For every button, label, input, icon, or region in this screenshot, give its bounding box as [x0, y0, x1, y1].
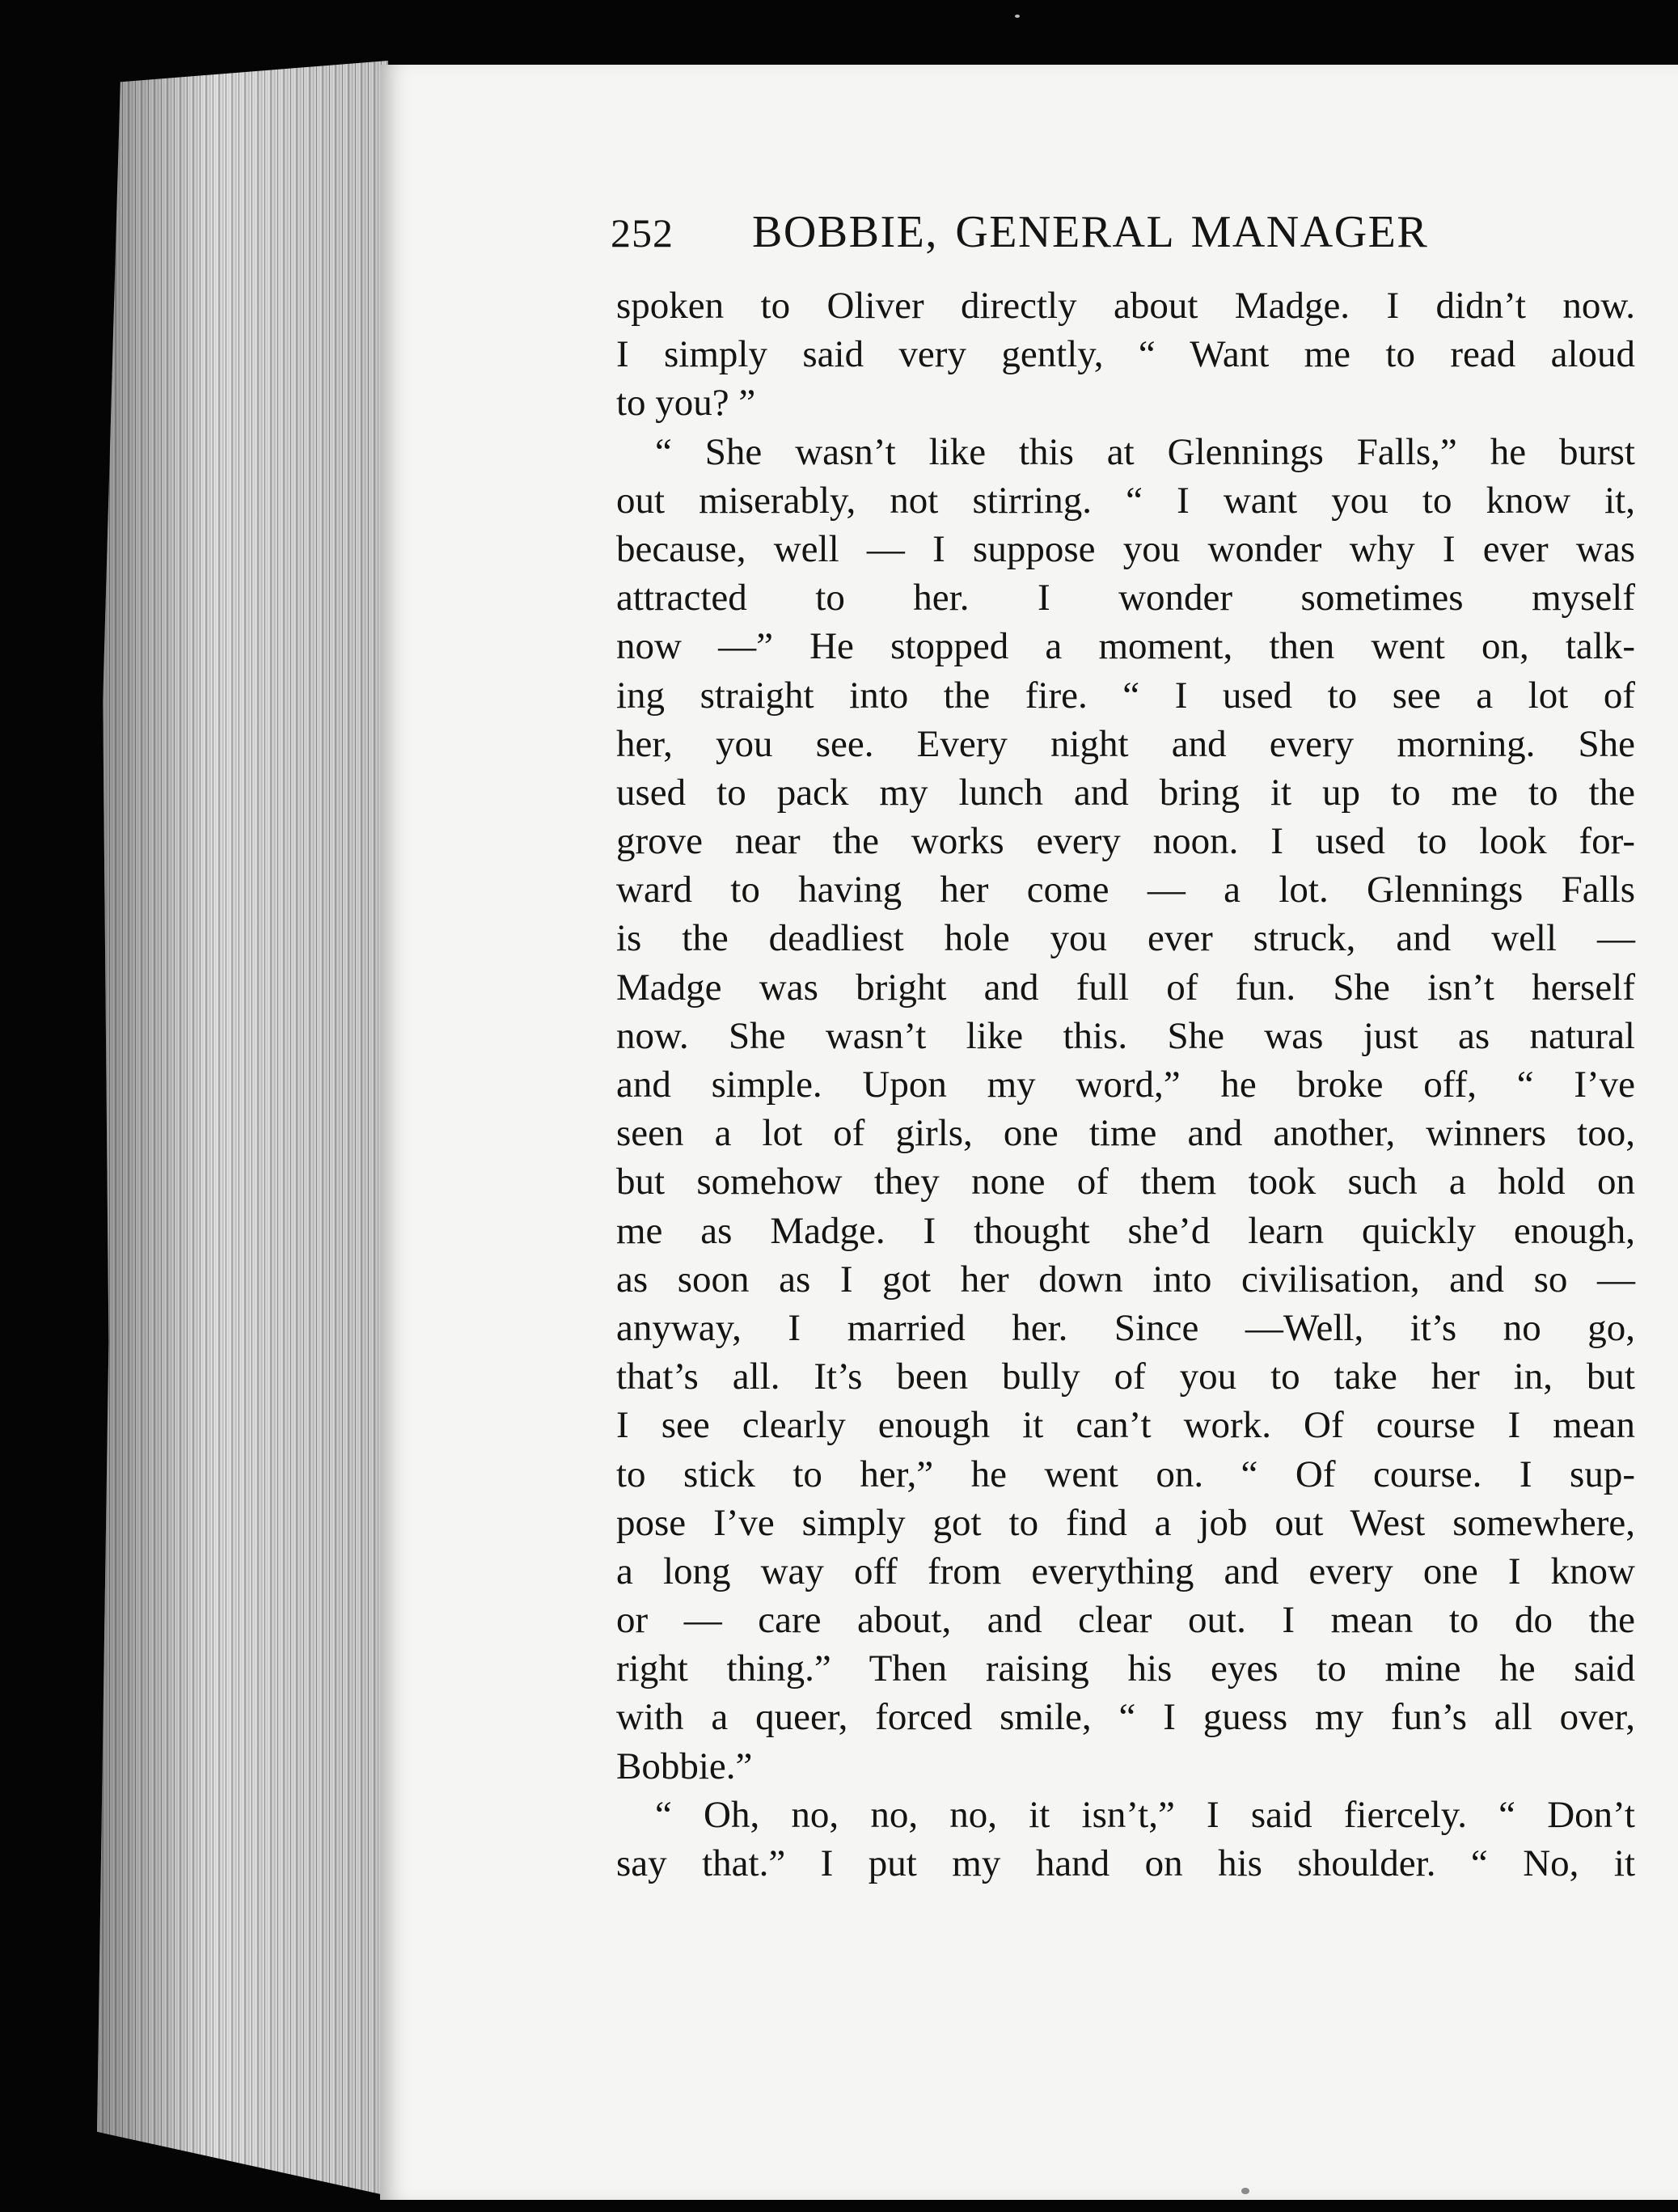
text-line: or — care about, and clear out. I mean to do the: [616, 1599, 1635, 1642]
text-line: now —” He stopped a moment, then went on, talk-: [616, 625, 1635, 668]
text-line: Bobbie.”: [616, 1745, 753, 1787]
text-line: as soon as I got her down into civilisation, and so —: [616, 1258, 1635, 1301]
text-line: I simply said very gently, “ Want me to read aloud: [616, 333, 1635, 376]
text-line: to you? ”: [616, 382, 756, 425]
text-line: spoken to Oliver directly about Madge. I didn’t now.: [616, 285, 1635, 327]
text-line: that’s all. It’s been bully of you to take her in, but: [616, 1356, 1635, 1398]
text-line: is the deadliest hole you ever struck, and well —: [616, 917, 1635, 960]
text-line: “ Oh, no, no, no, it isn’t,” I said fiercely. “ Don’t: [655, 1793, 1635, 1836]
text-line: grove near the works every noon. I used to look for-: [616, 820, 1635, 863]
dust-speck: [1241, 2188, 1249, 2194]
page-header: [611, 206, 1654, 263]
text-line: Madge was bright and full of fun. She isn’t herself: [616, 966, 1635, 1009]
text-line: ward to having her come — a lot. Glennings Falls: [616, 869, 1635, 911]
page-edges-shadow: [97, 61, 388, 2196]
body-text: [616, 281, 1635, 1888]
text-line: used to pack my lunch and bring it up to me to the: [616, 771, 1635, 814]
page-number: 252: [611, 210, 674, 256]
text-line: and simple. Upon my word,” he broke off, “ I’ve: [616, 1064, 1635, 1106]
running-head: BOBBIE, GENERAL MANAGER: [752, 207, 1429, 257]
text-line: anyway, I married her. Since —Well, it’s no go,: [616, 1306, 1635, 1349]
text-line: seen a lot of girls, one time and another, winners too,: [616, 1112, 1635, 1155]
text-line: say that.” I put my hand on his shoulder. “ No, it: [616, 1842, 1635, 1884]
text-line: ing straight into the fire. “ I used to see a lot of: [616, 674, 1635, 717]
text-line: because, well — I suppose you wonder why I ever was: [616, 527, 1635, 570]
text-line: but somehow they none of them took such a hold on: [616, 1161, 1635, 1203]
text-line: right thing.” Then raising his eyes to mine he said: [616, 1647, 1635, 1690]
text-line: her, you see. Every night and every morning. She: [616, 722, 1635, 765]
text-line: attracted to her. I wonder sometimes myself: [616, 577, 1635, 620]
text-line: pose I’ve simply got to find a job out West somewhere,: [616, 1501, 1635, 1544]
text-line: a long way off from everything and every one I know: [616, 1550, 1635, 1592]
text-line: with a queer, forced smile, “ I guess my fun’s all over,: [616, 1696, 1635, 1739]
text-line: “ She wasn’t like this at Glennings Falls,” he burst: [655, 430, 1635, 473]
text-line: to stick to her,” he went on. “ Of course. I sup-: [616, 1453, 1635, 1495]
text-line: me as Madge. I thought she’d learn quickly enough,: [616, 1209, 1635, 1252]
dust-speck: [1015, 15, 1020, 18]
text-line: now. She wasn’t like this. She was just as natural: [616, 1014, 1635, 1057]
text-line: out miserably, not stirring. “ I want you to know it,: [616, 479, 1635, 522]
text-line: I see clearly enough it can’t work. Of course I mean: [616, 1404, 1635, 1447]
